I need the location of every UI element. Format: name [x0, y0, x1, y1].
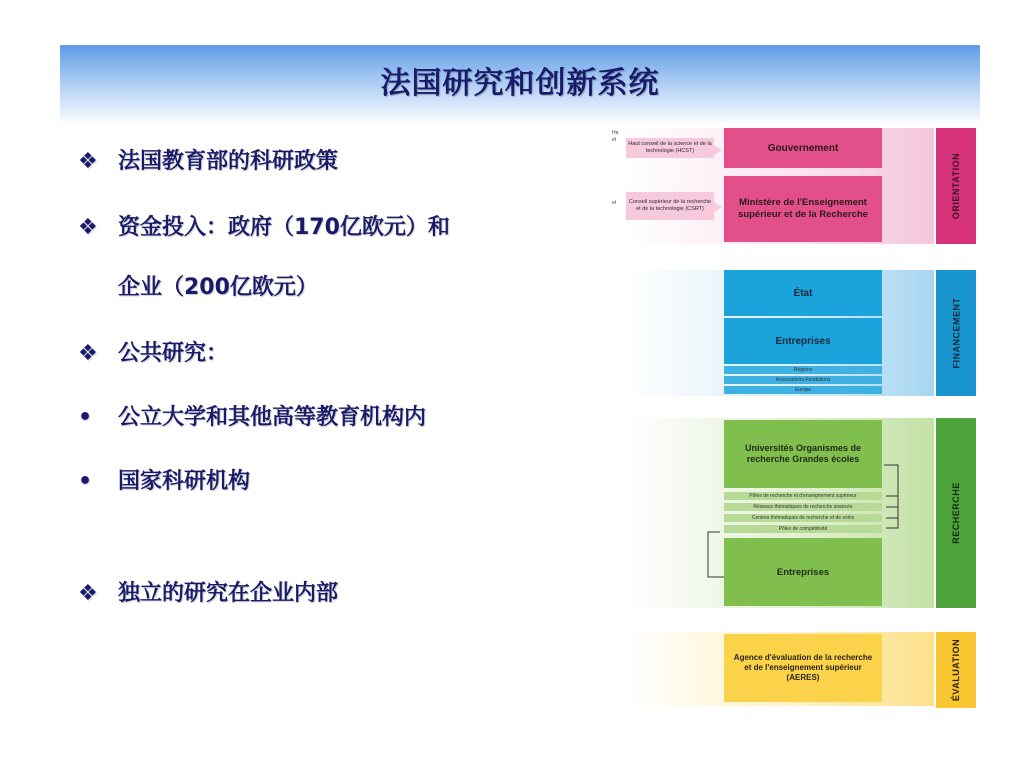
evaluation-side-label: ÉVALUATION — [951, 638, 962, 702]
bullet-item-continuation: 企业（200亿欧元） — [118, 275, 318, 300]
dot-bullet-icon: • — [78, 469, 93, 494]
bullet-item: • 公立大学和其他高等教育机构内 — [78, 405, 427, 430]
recherche-side-label: RECHERCHE — [951, 482, 962, 544]
clipped-label: Ha et — [612, 130, 619, 143]
regions-bar: Régions — [724, 366, 882, 374]
centres-bar: Centres thématiques de recherche et de soins — [724, 514, 882, 522]
slide-title: 法国研究和创新系统 — [380, 66, 660, 101]
hcst-box: Haut conseil de la science et de la technologie (HCST) — [626, 138, 714, 158]
dot-bullet-icon: • — [78, 405, 93, 430]
diamond-bullet-icon: ❖ — [78, 341, 98, 366]
financement-side-label: FINANCEMENT — [951, 297, 961, 369]
entreprises-recherche-box: Entreprises — [724, 538, 882, 606]
entreprises-financement-box: Entreprises — [724, 318, 882, 364]
arrow-right-icon — [714, 202, 722, 212]
gouvernement-box: Gouvernement — [724, 128, 882, 168]
clipped-label: et — [612, 200, 617, 206]
recherche-connector-lines — [704, 464, 900, 580]
csrt-box: Conseil supérieur de la recherche et de la technologie (CSRT) — [626, 192, 714, 220]
bullet-item: • 国家科研机构 — [78, 469, 251, 494]
associations-bar: Associations-Fondations — [724, 376, 882, 384]
orientation-side-label: ORIENTATION — [951, 152, 962, 220]
research-system-diagram — [612, 128, 980, 708]
diamond-bullet-icon: ❖ — [78, 149, 98, 174]
etat-box: État — [724, 270, 882, 316]
aeres-box: Agence d'évaluation de la recherche et de l'enseignement supérieur (AERES) — [724, 634, 882, 702]
bullet-item: ❖ 法国教育部的科研政策 — [78, 149, 339, 174]
diamond-bullet-icon: ❖ — [78, 215, 98, 240]
bullet-item: ❖ 独立的研究在企业内部 — [78, 581, 339, 606]
poles-bar: Pôles de recherche et d'enseignement supérieur — [724, 492, 882, 500]
bullet-item: ❖ 公共研究： — [78, 341, 229, 366]
diamond-bullet-icon: ❖ — [78, 581, 98, 606]
europe-bar: Europe — [724, 386, 882, 394]
competitivite-bar: Pôles de compétitivité — [724, 525, 882, 533]
ministere-box: Ministère de l'Enseignement supérieur et de la Recherche — [724, 176, 882, 242]
reseaux-bar: Réseaux thématiques de recherche avancée — [724, 503, 882, 511]
bullet-item: ❖ 资金投入：政府（170亿欧元）和 — [78, 215, 450, 240]
universites-box: Universités Organismes de recherche Grandes écoles — [724, 420, 882, 488]
arrow-right-icon — [714, 145, 722, 155]
